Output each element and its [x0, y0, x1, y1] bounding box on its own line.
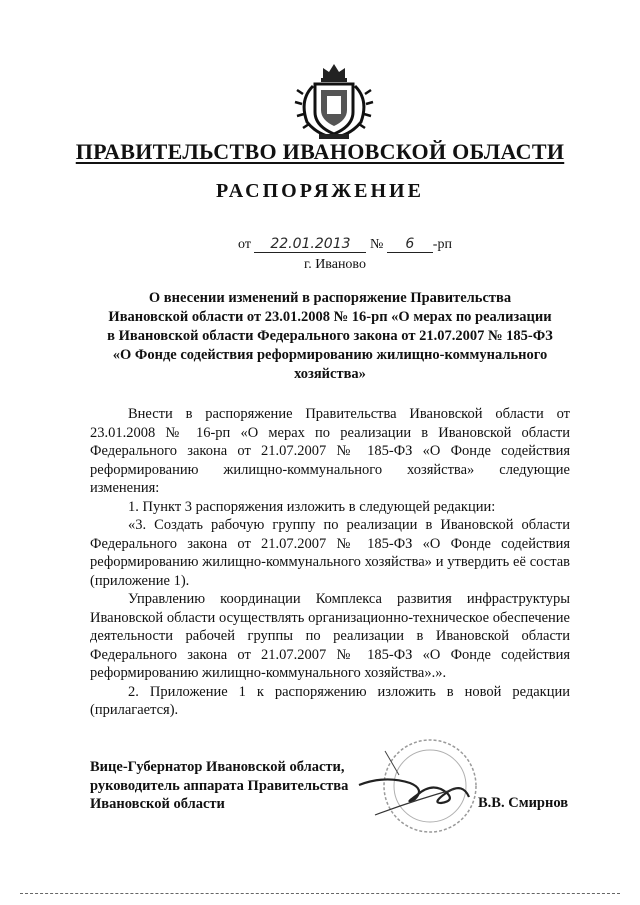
- coat-of-arms-icon: [293, 60, 375, 142]
- document-subject: [90, 289, 570, 384]
- government-title: ПРАВИТЕЛЬСТВО ИВАНОВСКОЙ ОБЛАСТИ: [75, 139, 565, 164]
- document-date: 22.01.2013: [254, 236, 366, 253]
- body-paragraph: «3. Создать рабочую группу по реализации в Ивановской области Федерального закона от 21.07.2007 № 185-ФЗ «О Фонде содействия реформированию жилищно-коммунального хозяйства» и утвердить её состав (приложение 1).: [90, 517, 570, 589]
- bottom-divider: [20, 893, 620, 894]
- body-paragraph: 2. Приложение 1 к распоряжению изложить в новой редакции (прилагается).: [90, 683, 570, 718]
- date-number-line: [238, 236, 452, 253]
- number-sign: №: [369, 237, 384, 252]
- date-prefix: от: [238, 237, 251, 252]
- subject-line: Ивановской области от 23.01.2008 № 16-рп «О мерах по реализации: [108, 309, 552, 325]
- signatory-line: Ивановской области: [90, 796, 225, 812]
- subject-line: «О Фонде содействия реформированию жилищно-коммунального: [112, 347, 548, 363]
- signatory-line: руководитель аппарата Правительства: [90, 777, 349, 794]
- body-paragraph: Управлению координации Комплекса развития инфраструктуры Ивановской области осуществлять организационно-техническое обеспечение деятельности рабочей группы по реализации в Ивановской области Федерального закона от 21.07.2007 № 185-ФЗ «О Фонде содействия реформированию жилищно-коммунального хозяйства».».: [90, 591, 570, 681]
- body-paragraph: Внести в распоряжение Правительства Ивановской области от 23.01.2008 № 16-рп «О мерах по реализации в Ивановской области Федерального закона от 21.07.2007 № 185-ФЗ «О Фонде содействия реформированию жилищно-коммунального хозяйства» следующие изменения:: [90, 406, 570, 496]
- handwritten-signature-icon: [355, 745, 485, 825]
- subject-line: хозяйства»: [294, 366, 366, 382]
- body-paragraph: 1. Пункт 3 распоряжения изложить в следующей редакции:: [128, 498, 496, 515]
- document-body: [90, 405, 570, 720]
- subject-line: в Ивановской области Федерального закона от 21.07.2007 № 185-ФЗ: [107, 328, 553, 344]
- document-number: 6: [387, 236, 433, 253]
- signatory-title: [90, 758, 348, 814]
- city: г. Иваново: [304, 257, 366, 272]
- signatory-name: В.В. Смирнов: [478, 795, 569, 811]
- subject-line: О внесении изменений в распоряжение Правительства: [148, 290, 512, 306]
- document-type: РАСПОРЯЖЕНИЕ: [216, 180, 424, 202]
- number-suffix: -рп: [432, 237, 452, 252]
- signatory-line: Вице-Губернатор Ивановской области,: [90, 759, 345, 775]
